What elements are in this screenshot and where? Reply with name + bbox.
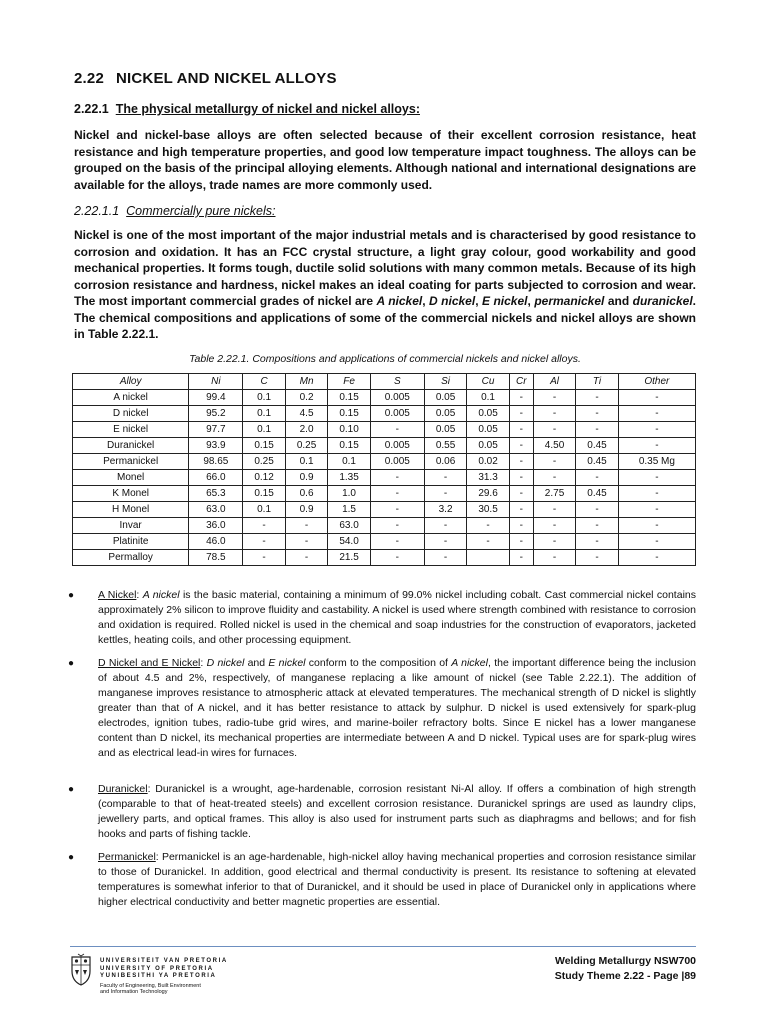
table-cell: 0.15 — [328, 390, 370, 406]
table-cell: - — [467, 518, 509, 534]
table-cell: - — [576, 470, 618, 486]
table-cell: 66.0 — [189, 470, 243, 486]
table-cell: - — [533, 470, 575, 486]
table-cell: - — [576, 390, 618, 406]
table-cell: - — [533, 518, 575, 534]
crest-icon — [70, 953, 92, 987]
table-cell: 30.5 — [467, 502, 509, 518]
table-cell: 0.45 — [576, 486, 618, 502]
table-cell: 4.5 — [285, 406, 327, 422]
table-cell: - — [285, 518, 327, 534]
table-row — [73, 422, 696, 438]
table-cell: - — [509, 390, 533, 406]
table-cell: 0.1 — [243, 406, 285, 422]
table-cell: - — [509, 406, 533, 422]
table-cell: 2.0 — [285, 422, 327, 438]
table-cell: - — [509, 438, 533, 454]
table-cell: 21.5 — [328, 550, 370, 566]
table-cell: 3.2 — [424, 502, 466, 518]
table-cell: Invar — [73, 518, 189, 534]
table-cell: - — [424, 518, 466, 534]
table-row — [73, 550, 696, 566]
table-cell: - — [509, 454, 533, 470]
table-cell: 0.05 — [467, 438, 509, 454]
table-cell: 0.05 — [424, 422, 466, 438]
list-item-a-nickel: ● A Nickel: A nickel is the basic material, containing a minimum of 99.0% nickel including cobalt. Cast commercial nickel contains approximately 2% silicon to improve fluidity and castability. A nickel is used where strength combined with resistance to corrosion and oxidation is required. Rolled nickel is used in the chemical and soap industries for the construction of evaporators, jacketed kettles, heating coils, and other processing equipment. — [68, 589, 696, 646]
course-title: Welding Metallurgy NSW700 — [555, 955, 696, 967]
table-cell: - — [618, 438, 695, 454]
table-cell: - — [424, 534, 466, 550]
list-item-permanickel: ● Permanickel: Permanickel is an age-hardenable, high-nickel alloy having mechanical properties and corrosion resistance similar to those of Duranickel. In addition, good electrical and thermal conductivity is present. Its resistance to softening at elevated temperatures is somewhat inferior to that of Duranickel, and it should be used in place of Duranickel only in applications where higher electrical conductivity and better magnetic properties are essential. — [68, 851, 697, 908]
table-cell: 0.1 — [243, 422, 285, 438]
table-cell: 54.0 — [328, 534, 370, 550]
footer-divider — [70, 946, 696, 947]
table-cell: - — [509, 502, 533, 518]
column-header: Other — [618, 374, 695, 390]
table-header-row — [73, 374, 696, 390]
column-header: Alloy — [73, 374, 189, 390]
table-caption: Table 2.22.1. Compositions and applications of commercial nickels and nickel alloys. — [189, 353, 581, 365]
table-cell: - — [509, 470, 533, 486]
table-cell: - — [509, 518, 533, 534]
table-cell: D nickel — [73, 406, 189, 422]
table-cell: - — [467, 534, 509, 550]
table-cell: 0.55 — [424, 438, 466, 454]
column-header: Fe — [328, 374, 370, 390]
table-cell: - — [424, 550, 466, 566]
table-cell: - — [370, 470, 424, 486]
bullet-icon: ● — [68, 658, 75, 669]
column-header: Ni — [189, 374, 243, 390]
table-cell: - — [370, 550, 424, 566]
table-cell: K Monel — [73, 486, 189, 502]
table-cell: 78.5 — [189, 550, 243, 566]
table-cell: - — [533, 454, 575, 470]
intro-paragraph: Nickel and nickel-base alloys are often selected because of their excellent corrosion resistance, heat resistance and high temperature properties, and good low temperature impact toughness. The alloys can be grouped on the basis of the principal alloying elements. Although national and international designations are available for the alloys, trade names are more commonly used. — [74, 128, 696, 192]
table-cell: - — [618, 486, 695, 502]
subsubsection-heading: 2.22.1.1 Commercially pure nickels: — [74, 204, 276, 218]
table-cell: Permanickel — [73, 454, 189, 470]
table-cell: - — [576, 502, 618, 518]
table-cell: - — [370, 486, 424, 502]
column-header: Cr — [509, 374, 533, 390]
table-cell: - — [509, 422, 533, 438]
section-heading: 2.22 NICKEL AND NICKEL ALLOYS — [74, 70, 337, 87]
table-cell: 0.15 — [328, 438, 370, 454]
table-cell: 0.005 — [370, 438, 424, 454]
table-cell: - — [370, 518, 424, 534]
table-cell: - — [243, 534, 285, 550]
table-cell: 0.25 — [243, 454, 285, 470]
table-row — [73, 518, 696, 534]
table-cell: - — [576, 534, 618, 550]
table-cell: 0.1 — [243, 390, 285, 406]
table-cell: 95.2 — [189, 406, 243, 422]
column-header: Si — [424, 374, 466, 390]
table-cell: - — [576, 406, 618, 422]
table-cell: 0.05 — [467, 406, 509, 422]
table-cell: - — [533, 390, 575, 406]
table-cell: 0.45 — [576, 454, 618, 470]
table-cell: 0.15 — [243, 486, 285, 502]
table-cell: 65.3 — [189, 486, 243, 502]
table-row — [73, 390, 696, 406]
column-header: Mn — [285, 374, 327, 390]
table-cell: 0.05 — [424, 390, 466, 406]
table-cell: - — [509, 534, 533, 550]
table-cell: 31.3 — [467, 470, 509, 486]
composition-table — [72, 373, 696, 566]
table-cell: 98.65 — [189, 454, 243, 470]
table-cell: 0.1 — [285, 454, 327, 470]
table-cell: 0.02 — [467, 454, 509, 470]
table-cell: 0.05 — [424, 406, 466, 422]
university-logo: UNIVERSITEIT VAN PRETORIA UNIVERSITY OF PRETORIA YUNIBESITHI YA PRETORIA Faculty of Engineering, Built Environment and Information Technology — [70, 953, 270, 1003]
page-number: Study Theme 2.22 - Page |89 — [554, 970, 696, 982]
table-cell: 0.15 — [328, 406, 370, 422]
table-cell: 0.2 — [285, 390, 327, 406]
column-header: Al — [533, 374, 575, 390]
table-cell: - — [370, 502, 424, 518]
table-cell: H Monel — [73, 502, 189, 518]
table-cell: 0.005 — [370, 454, 424, 470]
table-row — [73, 534, 696, 550]
list-item-duranickel: ● Duranickel: Duranickel is a wrought, age-hardenable, corrosion resistant Ni-Al alloy. If offers a combination of high strength (comparable to that of heat-treated steels) and excellent corrosion resistance. Duranickel springs are used as laundry clips, jewellery parts, and optical frames. This alloy is also used for instrument parts such as diaphragms and bellows; and for fish hooks and parts of fishing tackle. — [68, 783, 696, 840]
table-cell: 0.25 — [285, 438, 327, 454]
column-header: S — [370, 374, 424, 390]
table-cell: 63.0 — [189, 502, 243, 518]
table-cell: 36.0 — [189, 518, 243, 534]
table-cell: Permalloy — [73, 550, 189, 566]
table-cell: - — [370, 422, 424, 438]
table-cell: A nickel — [73, 390, 189, 406]
table-cell: - — [509, 486, 533, 502]
table-body — [73, 390, 696, 566]
table-row — [73, 406, 696, 422]
table-cell: - — [243, 518, 285, 534]
table-row — [73, 502, 696, 518]
table-row — [73, 470, 696, 486]
pure-nickel-paragraph: Nickel is one of the most important of the major industrial metals and is characterised by good resistance to corrosion and oxidation. It has an FCC crystal structure, a light gray colour, good workability and good mechanical properties. It forms tough, ductile solid solutions with many common metals. Because of its high corrosion resistance and hardness, nickel makes an ideal coating for parts subjected to corrosion and wear. The most important commercial grades of nickel are A nickel, D nickel, E nickel, permanickel and duranickel. The chemical compositions and applications of some of the commercial nickels and nickel alloys are shown in Table 2.22.1. — [74, 228, 697, 341]
table-cell: 1.5 — [328, 502, 370, 518]
table-cell: - — [424, 470, 466, 486]
table-cell: 1.0 — [328, 486, 370, 502]
table-cell: 0.9 — [285, 470, 327, 486]
table-cell: 0.45 — [576, 438, 618, 454]
table-cell: 0.005 — [370, 406, 424, 422]
table-cell — [467, 550, 509, 566]
table-cell: - — [533, 534, 575, 550]
table-cell: - — [285, 550, 327, 566]
table-row — [73, 454, 696, 470]
table-cell: - — [576, 422, 618, 438]
table-cell: - — [618, 470, 695, 486]
table-cell: 0.6 — [285, 486, 327, 502]
column-header: C — [243, 374, 285, 390]
table-cell: - — [618, 390, 695, 406]
table-cell: 97.7 — [189, 422, 243, 438]
table-cell: 0.1 — [243, 502, 285, 518]
table-cell: - — [509, 550, 533, 566]
table-row — [73, 486, 696, 502]
table-cell: 29.6 — [467, 486, 509, 502]
bullet-icon: ● — [68, 784, 75, 795]
table-cell: 93.9 — [189, 438, 243, 454]
table-cell: - — [370, 534, 424, 550]
table-cell: - — [618, 518, 695, 534]
table-cell: 0.1 — [328, 454, 370, 470]
table-cell: Platinite — [73, 534, 189, 550]
subsection-heading: 2.22.1 The physical metallurgy of nickel and nickel alloys: — [74, 102, 420, 116]
table-cell: - — [618, 502, 695, 518]
table-cell: Duranickel — [73, 438, 189, 454]
table-cell: 63.0 — [328, 518, 370, 534]
table-cell: - — [533, 550, 575, 566]
table-cell: - — [618, 550, 695, 566]
table-cell: 2.75 — [533, 486, 575, 502]
table-cell: 0.15 — [243, 438, 285, 454]
table-cell: 46.0 — [189, 534, 243, 550]
table-cell: - — [533, 406, 575, 422]
table-cell: 1.35 — [328, 470, 370, 486]
column-header: Ti — [576, 374, 618, 390]
table-cell: 0.05 — [467, 422, 509, 438]
table-cell: 4.50 — [533, 438, 575, 454]
table-cell: - — [618, 406, 695, 422]
list-item-d-e-nickel: ● D Nickel and E Nickel: D nickel and E nickel conform to the composition of A nickel, the important difference being the inclusion of about 4.5 and 2%, respectively, of manganese replacing a like amount of nickel (see Table 2.22.1). The addition of manganese improves resistance to atmospheric attack at elevated temperatures. The mechanical strength of D nickel is slightly greater than that of A nickel, and it has better resistance to attack by sulphur. D nickel is used extensively for spark-plug electrodes, ignition tubes, radio-tube grid wires, and marine-boiler refractory bolts. Since E nickel has a lower manganese content than D nickel, its mechanical properties are intermediate between A and D nickel. Typical uses are for spark-plug wires and as electrical lead-in wires for furnaces. — [68, 657, 697, 759]
table-cell: - — [533, 422, 575, 438]
footer-info — [555, 954, 696, 984]
table-cell: Monel — [73, 470, 189, 486]
bullet-icon: ● — [68, 590, 75, 601]
table-cell: - — [424, 486, 466, 502]
table-row — [73, 438, 696, 454]
table-cell: 0.35 Mg — [618, 454, 695, 470]
bullet-icon: ● — [68, 852, 75, 863]
table-cell: - — [285, 534, 327, 550]
table-cell: 0.1 — [467, 390, 509, 406]
table-cell: 0.005 — [370, 390, 424, 406]
column-header: Cu — [467, 374, 509, 390]
table-cell: - — [243, 550, 285, 566]
table-cell: E nickel — [73, 422, 189, 438]
table-cell: 0.06 — [424, 454, 466, 470]
table-cell: - — [618, 422, 695, 438]
table-cell: - — [576, 518, 618, 534]
table-cell: - — [576, 550, 618, 566]
table-cell: 0.10 — [328, 422, 370, 438]
table-cell: 99.4 — [189, 390, 243, 406]
table-cell: - — [618, 534, 695, 550]
table-cell: - — [533, 502, 575, 518]
table-cell: 0.12 — [243, 470, 285, 486]
table-cell: 0.9 — [285, 502, 327, 518]
